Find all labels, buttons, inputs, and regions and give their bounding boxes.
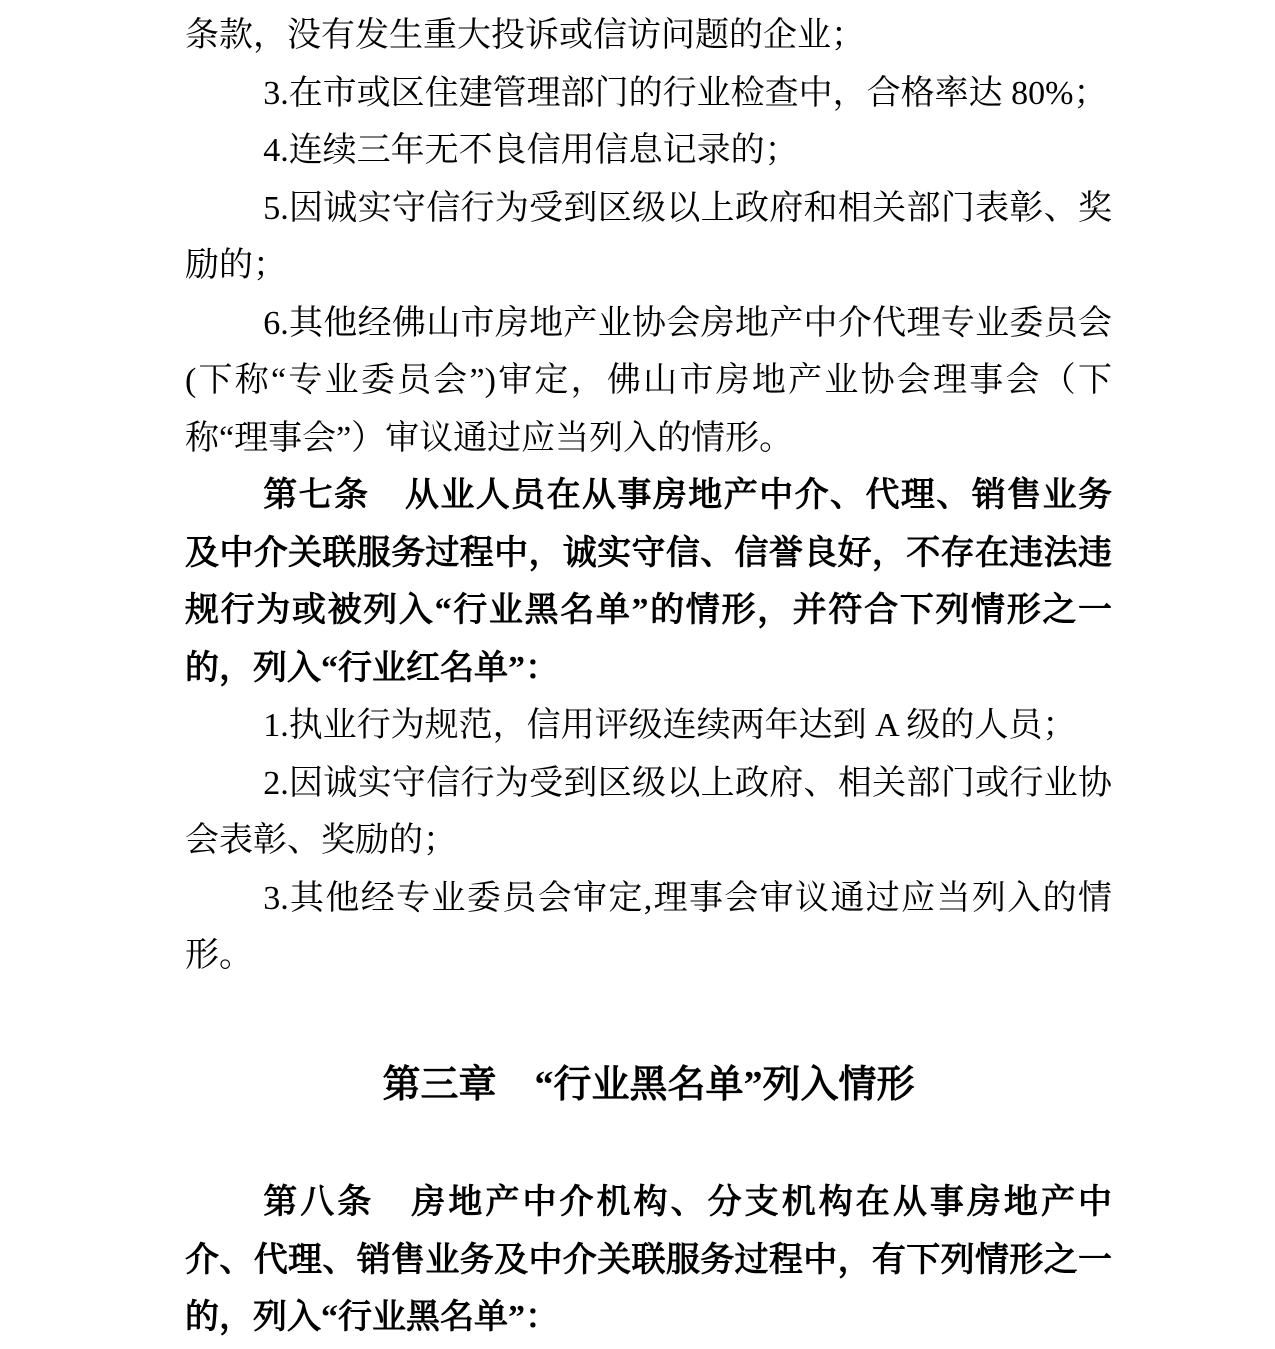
- red-list-item-1: 1.执业行为规范，信用评级连续两年达到 A 级的人员；: [263, 707, 1077, 744]
- red-list-item-3: 3.其他经专业委员会审定,理事会审议通过应当列入的情形。: [185, 879, 1112, 974]
- list-item-4: 4.连续三年无不良信用信息记录的；: [263, 132, 799, 169]
- paragraph-carryover: 条款，没有发生重大投诉或信访问题的企业；: [185, 17, 865, 54]
- red-list-item-2: 2.因诚实守信行为受到区级以上政府、相关部门或行业协会表彰、奖励的；: [185, 764, 1112, 859]
- chapter-3-heading: 第三章 “行业黑名单”列入情形: [382, 1063, 915, 1106]
- article-8-paragraph: 第八条 房地产中介机构、分支机构在从事房地产中介、代理、销售业务及中介关联服务过程中，有下列情形之一的，列入“行业黑名单”：: [185, 1184, 1112, 1336]
- list-item-5: 5.因诚实守信行为受到区级以上政府和相关部门表彰、奖励的；: [185, 189, 1112, 284]
- article-7-paragraph: 第七条 从业人员在从事房地产中介、代理、销售业务及中介关联服务过程中，诚实守信、信誉良好，不存在违法违规行为或被列入“行业黑名单”的情形，并符合下列情形之一的，列入“行业红名单”：: [185, 477, 1112, 687]
- list-item-3: 3.在市或区住建管理部门的行业检查中，合格率达 80%；: [263, 74, 1108, 112]
- list-item-6: 6.其他经佛山市房地产业协会房地产中介代理专业委员会(下称“专业委员会”)审定，佛山市房地产业协会理事会（下称“理事会”）审议通过应当列入的情形。: [185, 304, 1112, 457]
